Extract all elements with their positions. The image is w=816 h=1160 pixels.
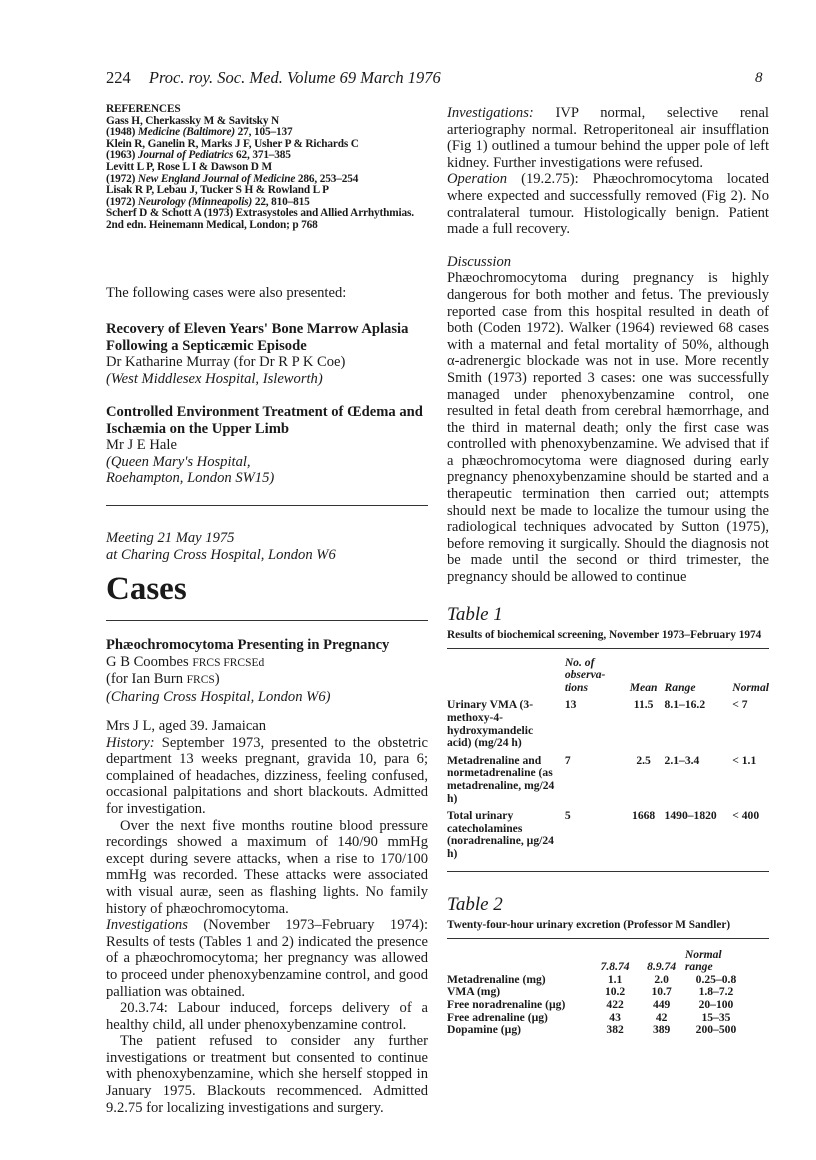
table-cell: 10.7 <box>651 985 672 999</box>
case-title: Phæochromocytoma Presenting in Pregnancy <box>106 637 390 653</box>
table-cell: 0.25–0.8 <box>695 972 737 986</box>
reference-text: 2nd edn. Heinemann Medical, London; p 768 <box>106 218 318 231</box>
table-row <box>447 694 769 749</box>
table-cell: 422 <box>606 997 624 1011</box>
reference-journal: New England Journal of Medicine <box>137 172 296 185</box>
table-cell: Total urinary catecholamines (noradrenaline, µg/24 h) <box>447 809 554 860</box>
table-cell: VMA (mg) <box>447 985 501 999</box>
table-caption: Twenty-four-hour urinary excretion (Professor M Sandler) <box>447 918 731 931</box>
table-cell: 8.1–16.2 <box>664 698 706 712</box>
right-column <box>447 105 769 1037</box>
table-row <box>447 1024 747 1037</box>
case-hospital-2: Roehampton, London SW15) <box>106 470 275 487</box>
investigations-text: IVP normal, selective renal arteriography normal. Retroperitoneal air insufflation (Fig 1) outlined a tumour behind the upper pole of left kidney. Further investigations were refused. <box>447 105 769 171</box>
operation-text: (19.2.75): Phæochromocytoma located where expected and successfully removed (Fig 2). No contralateral tumour. Histologically benign. Patient made a full recovery. <box>447 171 769 238</box>
meeting-rule <box>106 505 428 506</box>
case-author: Dr Katharine Murray (for Dr R P K Coe) <box>106 354 346 371</box>
for-close: ) <box>214 671 220 688</box>
table-1-grid <box>447 657 769 861</box>
table-cell: 389 <box>652 1023 671 1037</box>
table-cell: 1.1 <box>607 972 623 986</box>
folio-number: 8 <box>755 70 763 86</box>
table-cell: 2.1–3.4 <box>664 753 700 767</box>
section-rule <box>106 620 428 621</box>
table-cell: 1.8–7.2 <box>698 985 734 999</box>
case-author: Mr J E Hale <box>106 437 177 454</box>
reference-volume: 62, 371–385 <box>233 149 291 162</box>
table-cell: Metadrenaline and normetadrenaline (as metadrenaline, mg/24 h) <box>447 753 555 805</box>
table-cell: < 7 <box>732 698 748 712</box>
table-cell: Free noradrenaline (µg) <box>447 997 566 1011</box>
table-cell: 7 <box>564 753 571 767</box>
paragraph: Over the next five months routine blood pressure recordings showed a maximum of 140/90 mmHg except during severe attacks, when a rise to 170/100 mmHg was recorded. These attacks were associated with visual auræ, seen as flashing lights. No family history of phæochromocytoma. <box>106 817 428 917</box>
case-title: Controlled Environment Treatment of Œdema and Ischæmia on the Upper Limb <box>106 404 423 437</box>
reference-line <box>106 220 428 232</box>
case-hospital: (West Middlesex Hospital, Isleworth) <box>106 370 323 387</box>
reference-journal: Neurology (Minneapolis) <box>137 195 253 208</box>
table-caption: Results of biochemical screening, November 1973–February 1974 <box>447 628 762 641</box>
section-title: Cases <box>106 571 187 607</box>
case-body-left <box>106 718 428 1116</box>
journal-title: Proc. roy. Soc. Med. Volume 69 March 1976 <box>148 68 441 87</box>
reference-text: Lisak R P, Lebau J, Tucker S H & Rowland L P <box>106 184 329 197</box>
case-heading <box>106 637 428 705</box>
table-2 <box>447 894 769 1037</box>
table-rule <box>447 938 769 939</box>
table-row <box>447 805 769 860</box>
table-cell: Dopamine (µg) <box>447 1023 521 1037</box>
table-cell: 1490–1820 <box>664 809 717 823</box>
table-cell: < 1.1 <box>732 753 757 767</box>
investigations-label: Investigations <box>106 917 188 934</box>
other-case-2 <box>106 404 428 487</box>
reference-text: (1972) <box>106 172 138 185</box>
case-hospital: (Queen Mary's Hospital, <box>106 453 251 470</box>
table-rule <box>447 871 769 872</box>
reference-text: Klein R, Ganelin R, Marks J F, Usher P & Richards C <box>106 137 359 150</box>
discussion-heading: Discussion <box>447 253 512 270</box>
column-header: 8.9.74 <box>647 960 677 974</box>
case-title: Recovery of Eleven Years' Bone Marrow Aplasia Following a Septicæmic Episode <box>106 321 409 354</box>
column-header: Range <box>664 680 696 694</box>
reference-text: Scherf D & Schott A (1973) Extrasystoles and Allied Arrhythmias. <box>106 207 414 220</box>
for-author: (for Ian Burn <box>106 671 187 688</box>
table-cell: Urinary VMA (3-methoxy-4-hydroxymandelic acid) (mg/24 h) <box>447 698 534 750</box>
reference-list <box>106 116 428 232</box>
reference-volume: 27, 105–137 <box>235 126 293 139</box>
table-cell: Metadrenaline (mg) <box>447 972 546 986</box>
table-2-grid <box>447 949 747 1037</box>
column-header: Mean <box>629 680 658 694</box>
table-title: Table 1 <box>447 603 503 625</box>
reference-journal: Medicine (Baltimore) <box>137 126 235 139</box>
meeting-venue: at Charing Cross Hospital, London W6 <box>106 547 336 563</box>
case-author: G B Coombes <box>106 653 189 670</box>
investigations-text: (November 1973–February 1974): Results of tests (Tables 1 and 2) indicated the presence of a phæochromocytoma; her pregnancy was allowed to proceed under phenoxybenzamine control, and good palliation was obtained. <box>106 917 428 1000</box>
column-header <box>447 657 565 695</box>
references-title: REFERENCES <box>106 103 181 115</box>
also-presented: The following cases were also presented: <box>106 285 347 301</box>
table-cell: 13 <box>564 698 577 712</box>
column-header: No. of observa- tions <box>564 655 606 694</box>
table-cell: 1668 <box>632 809 656 823</box>
for-author-qualifications: FRCS <box>186 674 215 687</box>
reference-volume: 22, 810–815 <box>252 195 310 208</box>
paragraph: 20.3.74: Labour induced, forceps delivery of a healthy child, all under phenoxybenzamine control. <box>106 1000 428 1033</box>
table-cell: 2.0 <box>654 972 669 986</box>
investigations-label: Investigations: <box>447 105 534 121</box>
reference-journal: Journal of Pediatrics <box>137 149 234 162</box>
patient-line: Mrs J L, aged 39. Jamaican <box>106 718 267 734</box>
table-cell: 20–100 <box>698 997 734 1011</box>
column-header: Normal <box>732 680 769 694</box>
table-rule <box>447 648 769 649</box>
case-body-right <box>447 105 769 586</box>
table-cell: < 400 <box>732 809 760 823</box>
table-cell: 200–500 <box>695 1023 737 1037</box>
reference-text: (1948) <box>106 126 138 139</box>
author-qualifications: FRCS FRCSEd <box>192 656 265 669</box>
table-cell: 42 <box>655 1010 668 1024</box>
meeting-info <box>106 530 428 564</box>
table-header-row <box>447 949 747 974</box>
meeting-date: Meeting 21 May 1975 <box>106 530 235 546</box>
reference-volume: 286, 253–254 <box>295 172 359 185</box>
table-title: Table 2 <box>447 893 503 915</box>
operation-label: Operation <box>447 171 507 188</box>
reference-text: (1972) <box>106 195 138 208</box>
table-row <box>447 750 769 805</box>
table-header-row <box>447 657 769 695</box>
column-header <box>447 949 592 974</box>
history-label: History: <box>106 734 155 751</box>
history-text: September 1973, presented to the obstetric department 13 weeks pregnant, gravida 10, para 6; complained of headaches, dizziness, feeling confused, occasional palpitations and short blackouts. Admitted for investigation. <box>106 734 428 817</box>
table-cell: 382 <box>606 1023 624 1037</box>
page-number: 224 <box>106 68 131 87</box>
column-header: 7.8.74 <box>600 960 630 974</box>
table-cell: 43 <box>609 1010 621 1024</box>
table-cell: Free adrenaline (µg) <box>447 1010 548 1024</box>
table-cell: 2.5 <box>636 753 651 767</box>
table-cell: 5 <box>564 809 571 823</box>
table-1 <box>447 604 769 872</box>
references <box>106 104 428 232</box>
table-cell: 15–35 <box>701 1010 731 1024</box>
table-cell: 10.2 <box>604 985 626 999</box>
table-cell: 449 <box>652 997 671 1011</box>
case-hospital: (Charing Cross Hospital, London W6) <box>106 688 331 705</box>
column-header: Normal range <box>684 947 722 974</box>
reference-text: Gass H, Cherkassky M & Savitsky N <box>106 114 279 127</box>
other-case-1 <box>106 321 428 387</box>
paragraph: The patient refused to consider any further investigations or treatment but consented to continue with phenoxybenzamine, which she herself stopped in January 1975. Blackouts recommenced. Admitted 9.2.75 for localizing investigations and surgery. <box>106 1033 428 1116</box>
running-header <box>106 68 441 88</box>
reference-text: Levitt L P, Rose L I & Dawson D M <box>106 160 272 173</box>
discussion-text: Phæochromocytoma during pregnancy is highly dangerous for both mother and fetus. The previously reported case from this hospital resulted in death of both (Coden 1972). Walker (1964) reviewed 68 cases with a maternal and fetal mortality of 50%, although α-adrenergic blockade was not in use. More recently Smith (1973) reported 3 cases: one was successfully managed under phenoxybenzamine control, one resulted in fetal death from cerebral hæmorrhage, and the third in maternal death; only the first case was controlled with phenoxybenzamine. We advised that if a phæochromocytoma were diagnosed during early pregnancy phenoxybenzamine should be started and a therapeutic termination then carried out; attempts should next be made to localize the tumour using the radiological techniques advocated by Sutton (1975), before removing it surgically. Should the diagnosis not be made until the second or third trimester, the pregnancy should be allowed to continue <box>447 270 769 586</box>
table-cell: 11.5 <box>633 698 654 712</box>
table-row <box>447 999 747 1012</box>
reference-text: (1963) <box>106 149 138 162</box>
